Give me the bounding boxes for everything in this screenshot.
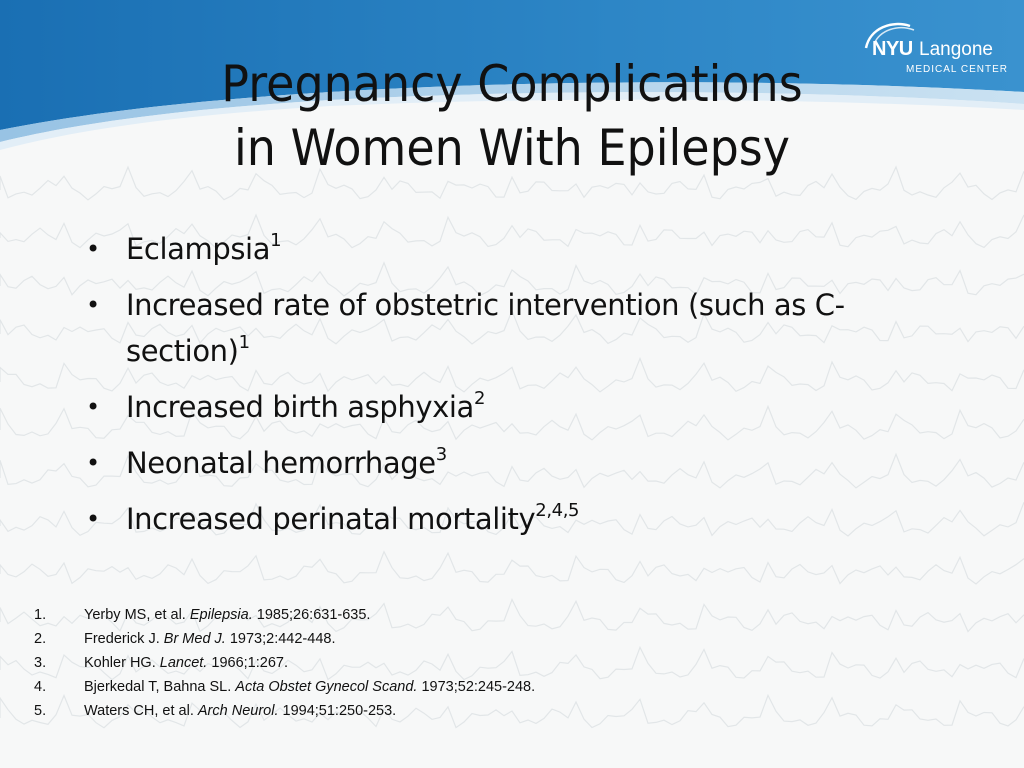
- slide-title: [41, 52, 983, 180]
- bullet-item: [86, 384, 946, 430]
- bullet-dot-icon: •: [86, 505, 100, 533]
- reference-authors: Yerby MS, et al.: [84, 607, 186, 623]
- bullet-text: Increased rate of obstetric intervention (such as C-section): [126, 288, 845, 368]
- title-line-2: in Women With Epilepsy: [234, 119, 790, 177]
- logo-nyu-text: NYU: [872, 38, 913, 60]
- reference-details: 1973;2:442-448.: [229, 631, 336, 647]
- reference-details: 1994;51:250-253.: [282, 703, 397, 719]
- logo-langone-text: Langone: [919, 39, 993, 60]
- reference-authors: Bjerkedal T, Bahna SL.: [84, 679, 232, 695]
- bullet-citation: 3: [435, 444, 447, 466]
- reference-number: 5.: [34, 703, 47, 719]
- reference-item: [34, 651, 535, 675]
- eeg-trace: [0, 552, 1024, 584]
- bullet-item: [86, 282, 946, 374]
- bullet-dot-icon: •: [86, 393, 100, 421]
- reference-item: [34, 627, 535, 651]
- bullet-citation: 1: [238, 332, 250, 354]
- bullet-item: [86, 440, 946, 486]
- reference-number: 2.: [34, 631, 47, 647]
- reference-details: 1985;26:631-635.: [256, 607, 371, 623]
- logo-subtitle: MEDICAL CENTER: [906, 64, 1008, 75]
- bullet-list: [86, 226, 946, 552]
- reference-authors: Kohler HG.: [84, 655, 156, 671]
- bullet-text: Neonatal hemorrhage: [126, 446, 436, 480]
- bullet-item: [86, 496, 946, 542]
- reference-authors: Frederick J.: [84, 631, 160, 647]
- bullet-citation: 2,4,5: [535, 500, 580, 522]
- reference-number: 1.: [34, 607, 47, 623]
- reference-number: 4.: [34, 679, 47, 695]
- reference-journal: Epilepsia.: [189, 607, 253, 623]
- bullet-item: [86, 226, 946, 272]
- bullet-dot-icon: •: [86, 235, 100, 263]
- bullet-text: Increased birth asphyxia: [126, 390, 474, 424]
- bullet-citation: 2: [473, 388, 485, 410]
- reference-journal: Arch Neurol.: [197, 703, 279, 719]
- bullet-citation: 1: [270, 230, 282, 252]
- bullet-dot-icon: •: [86, 291, 100, 319]
- reference-item: [34, 675, 535, 699]
- reference-number: 3.: [34, 655, 47, 671]
- reference-journal: Br Med J.: [163, 631, 226, 647]
- bullet-text: Eclampsia: [126, 232, 271, 266]
- title-line-1: Pregnancy Complications: [221, 55, 803, 113]
- reference-authors: Waters CH, et al.: [84, 703, 194, 719]
- bullet-text: Increased perinatal mortality: [126, 502, 536, 536]
- reference-item: [34, 699, 535, 723]
- reference-journal: Lancet.: [159, 655, 208, 671]
- reference-item: [34, 603, 535, 627]
- reference-details: 1966;1:267.: [211, 655, 288, 671]
- reference-details: 1973;52:245-248.: [421, 679, 536, 695]
- bullet-dot-icon: •: [86, 449, 100, 477]
- reference-list: [34, 603, 535, 723]
- reference-journal: Acta Obstet Gynecol Scand.: [235, 679, 418, 695]
